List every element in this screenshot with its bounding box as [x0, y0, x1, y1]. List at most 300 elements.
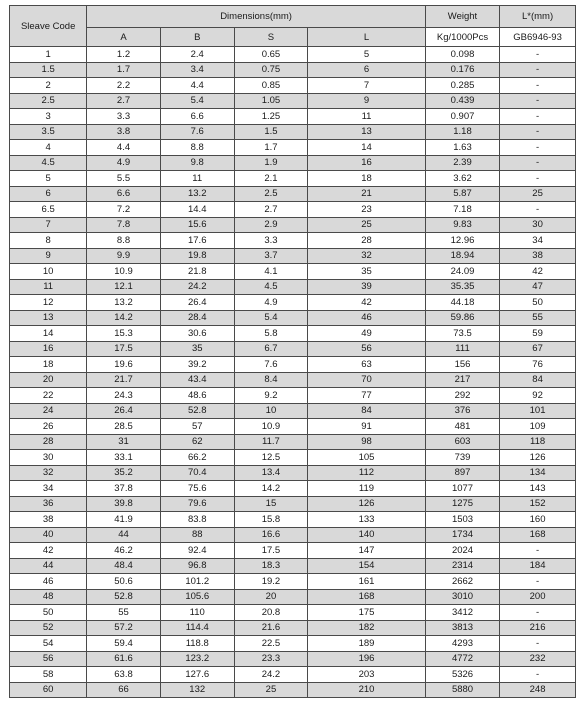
cell-dim-a: 7.8: [87, 217, 160, 233]
cell-dim-l: 32: [308, 248, 426, 264]
cell-weight: 5.87: [425, 186, 499, 202]
cell-dim-s: 20.8: [234, 605, 307, 621]
cell-dim-b: 101.2: [160, 574, 234, 590]
cell-dim-l: 105: [308, 450, 426, 466]
cell-l-mm: 92: [500, 388, 576, 404]
cell-dim-l: 16: [308, 155, 426, 171]
header-weight: Weight: [425, 6, 499, 28]
cell-dim-b: 43.4: [160, 372, 234, 388]
cell-weight: 0.176: [425, 62, 499, 78]
header-sleave-code: Sleave Code: [10, 6, 87, 47]
cell-l-mm: -: [500, 109, 576, 125]
cell-dim-a: 46.2: [87, 543, 160, 559]
cell-dim-l: 140: [308, 527, 426, 543]
cell-l-mm: 160: [500, 512, 576, 528]
cell-l-mm: 55: [500, 310, 576, 326]
header-col-b: B: [160, 28, 234, 47]
cell-dim-s: 15: [234, 496, 307, 512]
cell-l-mm: 168: [500, 527, 576, 543]
cell-sleave-code: 36: [10, 496, 87, 512]
cell-dim-l: 56: [308, 341, 426, 357]
cell-dim-s: 13.4: [234, 465, 307, 481]
cell-dim-l: 175: [308, 605, 426, 621]
cell-sleave-code: 6.5: [10, 202, 87, 218]
cell-dim-s: 22.5: [234, 636, 307, 652]
cell-dim-a: 63.8: [87, 667, 160, 683]
cell-dim-b: 123.2: [160, 651, 234, 667]
table-row: [10, 620, 576, 636]
cell-weight: 3813: [425, 620, 499, 636]
cell-sleave-code: 2: [10, 78, 87, 94]
cell-dim-s: 3.3: [234, 233, 307, 249]
cell-weight: 292: [425, 388, 499, 404]
cell-dim-a: 17.5: [87, 341, 160, 357]
table-row: [10, 419, 576, 435]
cell-dim-l: 147: [308, 543, 426, 559]
cell-weight: 1077: [425, 481, 499, 497]
cell-sleave-code: 13: [10, 310, 87, 326]
cell-sleave-code: 26: [10, 419, 87, 435]
cell-dim-b: 30.6: [160, 326, 234, 342]
cell-l-mm: 50: [500, 295, 576, 311]
cell-dim-l: 25: [308, 217, 426, 233]
table-row: [10, 543, 576, 559]
cell-dim-a: 52.8: [87, 589, 160, 605]
cell-dim-s: 2.1: [234, 171, 307, 187]
cell-weight: 2.39: [425, 155, 499, 171]
cell-sleave-code: 54: [10, 636, 87, 652]
cell-dim-a: 28.5: [87, 419, 160, 435]
cell-weight: 18.94: [425, 248, 499, 264]
cell-weight: 73.5: [425, 326, 499, 342]
header-col-a: A: [87, 28, 160, 47]
table-row: [10, 574, 576, 590]
cell-weight: 3010: [425, 589, 499, 605]
cell-dim-a: 66: [87, 682, 160, 698]
cell-dim-b: 75.6: [160, 481, 234, 497]
cell-sleave-code: 11: [10, 279, 87, 295]
cell-l-mm: -: [500, 605, 576, 621]
cell-sleave-code: 32: [10, 465, 87, 481]
cell-weight: 12.96: [425, 233, 499, 249]
table-row: [10, 171, 576, 187]
cell-dim-b: 52.8: [160, 403, 234, 419]
cell-dim-l: 161: [308, 574, 426, 590]
cell-dim-a: 24.3: [87, 388, 160, 404]
cell-dim-s: 18.3: [234, 558, 307, 574]
cell-weight: 2314: [425, 558, 499, 574]
cell-l-mm: 232: [500, 651, 576, 667]
cell-dim-s: 4.9: [234, 295, 307, 311]
cell-dim-s: 24.2: [234, 667, 307, 683]
cell-dim-s: 23.3: [234, 651, 307, 667]
cell-dim-s: 19.2: [234, 574, 307, 590]
table-row: [10, 326, 576, 342]
cell-weight: 481: [425, 419, 499, 435]
cell-dim-l: 6: [308, 62, 426, 78]
cell-weight: 9.83: [425, 217, 499, 233]
cell-dim-s: 16.6: [234, 527, 307, 543]
cell-weight: 35.35: [425, 279, 499, 295]
cell-dim-s: 1.05: [234, 93, 307, 109]
cell-weight: 0.285: [425, 78, 499, 94]
header-dimensions: Dimensions(mm): [87, 6, 426, 28]
cell-dim-b: 11: [160, 171, 234, 187]
cell-dim-a: 2.7: [87, 93, 160, 109]
cell-dim-a: 50.6: [87, 574, 160, 590]
table-row: [10, 295, 576, 311]
cell-weight: 7.18: [425, 202, 499, 218]
cell-dim-s: 0.85: [234, 78, 307, 94]
cell-dim-b: 26.4: [160, 295, 234, 311]
cell-dim-b: 17.6: [160, 233, 234, 249]
cell-l-mm: -: [500, 93, 576, 109]
cell-dim-s: 4.5: [234, 279, 307, 295]
table-row: [10, 186, 576, 202]
cell-weight: 156: [425, 357, 499, 373]
cell-dim-l: 21: [308, 186, 426, 202]
cell-weight: 59.86: [425, 310, 499, 326]
cell-l-mm: -: [500, 543, 576, 559]
cell-dim-l: 35: [308, 264, 426, 280]
cell-sleave-code: 56: [10, 651, 87, 667]
cell-l-mm: 109: [500, 419, 576, 435]
cell-dim-l: 182: [308, 620, 426, 636]
cell-dim-s: 5.8: [234, 326, 307, 342]
table-row: [10, 527, 576, 543]
cell-dim-l: 189: [308, 636, 426, 652]
cell-dim-a: 61.6: [87, 651, 160, 667]
cell-dim-a: 7.2: [87, 202, 160, 218]
cell-sleave-code: 22: [10, 388, 87, 404]
cell-l-mm: -: [500, 47, 576, 63]
cell-dim-l: 11: [308, 109, 426, 125]
cell-dim-b: 15.6: [160, 217, 234, 233]
table-body: [10, 47, 576, 698]
cell-dim-l: 203: [308, 667, 426, 683]
cell-dim-l: 9: [308, 93, 426, 109]
cell-dim-s: 1.25: [234, 109, 307, 125]
cell-dim-s: 2.9: [234, 217, 307, 233]
cell-dim-b: 48.6: [160, 388, 234, 404]
table-row: [10, 682, 576, 698]
cell-weight: 0.098: [425, 47, 499, 63]
cell-dim-b: 21.8: [160, 264, 234, 280]
cell-sleave-code: 40: [10, 527, 87, 543]
cell-weight: 1734: [425, 527, 499, 543]
cell-sleave-code: 34: [10, 481, 87, 497]
cell-dim-b: 83.8: [160, 512, 234, 528]
cell-dim-a: 8.8: [87, 233, 160, 249]
cell-sleave-code: 4.5: [10, 155, 87, 171]
cell-dim-s: 4.1: [234, 264, 307, 280]
cell-sleave-code: 12: [10, 295, 87, 311]
cell-dim-a: 12.1: [87, 279, 160, 295]
cell-dim-b: 105.6: [160, 589, 234, 605]
cell-l-mm: -: [500, 574, 576, 590]
cell-l-mm: 152: [500, 496, 576, 512]
sleeve-dimensions-table: [9, 5, 576, 698]
cell-sleave-code: 38: [10, 512, 87, 528]
cell-l-mm: 38: [500, 248, 576, 264]
table-row: [10, 124, 576, 140]
cell-dim-b: 92.4: [160, 543, 234, 559]
cell-sleave-code: 18: [10, 357, 87, 373]
table-row: [10, 450, 576, 466]
cell-dim-a: 39.8: [87, 496, 160, 512]
cell-dim-a: 2.2: [87, 78, 160, 94]
cell-dim-s: 6.7: [234, 341, 307, 357]
cell-l-mm: 42: [500, 264, 576, 280]
cell-weight: 376: [425, 403, 499, 419]
cell-weight: 0.439: [425, 93, 499, 109]
cell-dim-b: 13.2: [160, 186, 234, 202]
cell-l-mm: 59: [500, 326, 576, 342]
cell-dim-b: 70.4: [160, 465, 234, 481]
cell-dim-l: 13: [308, 124, 426, 140]
table-row: [10, 403, 576, 419]
table-row: [10, 636, 576, 652]
cell-weight: 739: [425, 450, 499, 466]
cell-sleave-code: 24: [10, 403, 87, 419]
cell-sleave-code: 42: [10, 543, 87, 559]
cell-dim-l: 196: [308, 651, 426, 667]
cell-dim-s: 9.2: [234, 388, 307, 404]
cell-dim-l: 63: [308, 357, 426, 373]
cell-l-mm: -: [500, 667, 576, 683]
table-row: [10, 62, 576, 78]
cell-l-mm: -: [500, 140, 576, 156]
cell-dim-s: 2.7: [234, 202, 307, 218]
cell-weight: 44.18: [425, 295, 499, 311]
cell-dim-a: 59.4: [87, 636, 160, 652]
cell-dim-a: 4.9: [87, 155, 160, 171]
cell-l-mm: 248: [500, 682, 576, 698]
cell-dim-b: 62: [160, 434, 234, 450]
cell-sleave-code: 14: [10, 326, 87, 342]
cell-dim-a: 1.2: [87, 47, 160, 63]
cell-weight: 2662: [425, 574, 499, 590]
cell-dim-l: 5: [308, 47, 426, 63]
cell-dim-s: 14.2: [234, 481, 307, 497]
cell-dim-b: 4.4: [160, 78, 234, 94]
table-row: [10, 589, 576, 605]
cell-dim-a: 37.8: [87, 481, 160, 497]
table-row: [10, 512, 576, 528]
cell-dim-l: 77: [308, 388, 426, 404]
cell-dim-b: 79.6: [160, 496, 234, 512]
cell-dim-b: 7.6: [160, 124, 234, 140]
cell-l-mm: -: [500, 155, 576, 171]
cell-dim-s: 15.8: [234, 512, 307, 528]
cell-sleave-code: 10: [10, 264, 87, 280]
cell-weight: 4772: [425, 651, 499, 667]
cell-sleave-code: 30: [10, 450, 87, 466]
cell-l-mm: -: [500, 202, 576, 218]
cell-weight: 1503: [425, 512, 499, 528]
cell-dim-l: 84: [308, 403, 426, 419]
cell-weight: 5326: [425, 667, 499, 683]
cell-l-mm: 216: [500, 620, 576, 636]
cell-sleave-code: 58: [10, 667, 87, 683]
cell-dim-b: 118.8: [160, 636, 234, 652]
table-row: [10, 93, 576, 109]
cell-dim-a: 55: [87, 605, 160, 621]
cell-dim-l: 42: [308, 295, 426, 311]
cell-dim-b: 132: [160, 682, 234, 698]
table-row: [10, 357, 576, 373]
table-row: [10, 558, 576, 574]
table-row: [10, 279, 576, 295]
cell-sleave-code: 3: [10, 109, 87, 125]
table-row: [10, 481, 576, 497]
table-row: [10, 233, 576, 249]
cell-dim-l: 18: [308, 171, 426, 187]
cell-dim-s: 1.5: [234, 124, 307, 140]
cell-dim-a: 33.1: [87, 450, 160, 466]
cell-dim-s: 8.4: [234, 372, 307, 388]
header-standard: GB6946-93: [500, 28, 576, 47]
table-row: [10, 217, 576, 233]
cell-sleave-code: 1: [10, 47, 87, 63]
cell-dim-l: 46: [308, 310, 426, 326]
cell-l-mm: 101: [500, 403, 576, 419]
cell-dim-b: 9.8: [160, 155, 234, 171]
cell-dim-l: 49: [308, 326, 426, 342]
cell-dim-b: 24.2: [160, 279, 234, 295]
cell-dim-b: 35: [160, 341, 234, 357]
cell-dim-a: 26.4: [87, 403, 160, 419]
cell-l-mm: 200: [500, 589, 576, 605]
cell-l-mm: 126: [500, 450, 576, 466]
cell-dim-s: 12.5: [234, 450, 307, 466]
cell-dim-b: 8.8: [160, 140, 234, 156]
cell-dim-l: 210: [308, 682, 426, 698]
cell-dim-b: 57: [160, 419, 234, 435]
cell-dim-b: 39.2: [160, 357, 234, 373]
cell-dim-l: 168: [308, 589, 426, 605]
cell-dim-s: 0.65: [234, 47, 307, 63]
cell-dim-a: 48.4: [87, 558, 160, 574]
cell-l-mm: 84: [500, 372, 576, 388]
cell-dim-l: 154: [308, 558, 426, 574]
cell-dim-a: 19.6: [87, 357, 160, 373]
cell-dim-s: 20: [234, 589, 307, 605]
cell-sleave-code: 4: [10, 140, 87, 156]
cell-dim-b: 114.4: [160, 620, 234, 636]
table-row: [10, 667, 576, 683]
cell-l-mm: -: [500, 78, 576, 94]
cell-weight: 3412: [425, 605, 499, 621]
table-row: [10, 202, 576, 218]
cell-sleave-code: 46: [10, 574, 87, 590]
header-col-s: S: [234, 28, 307, 47]
cell-sleave-code: 50: [10, 605, 87, 621]
cell-dim-s: 17.5: [234, 543, 307, 559]
cell-weight: 0.907: [425, 109, 499, 125]
cell-dim-s: 21.6: [234, 620, 307, 636]
cell-sleave-code: 5: [10, 171, 87, 187]
cell-dim-a: 44: [87, 527, 160, 543]
cell-dim-a: 5.5: [87, 171, 160, 187]
cell-sleave-code: 1.5: [10, 62, 87, 78]
cell-l-mm: 34: [500, 233, 576, 249]
table-row: [10, 310, 576, 326]
table-row: [10, 434, 576, 450]
cell-dim-b: 14.4: [160, 202, 234, 218]
cell-dim-a: 13.2: [87, 295, 160, 311]
cell-dim-s: 3.7: [234, 248, 307, 264]
cell-weight: 603: [425, 434, 499, 450]
cell-l-mm: 184: [500, 558, 576, 574]
cell-dim-s: 10: [234, 403, 307, 419]
cell-dim-s: 5.4: [234, 310, 307, 326]
cell-sleave-code: 52: [10, 620, 87, 636]
cell-l-mm: 134: [500, 465, 576, 481]
cell-dim-a: 41.9: [87, 512, 160, 528]
cell-l-mm: 118: [500, 434, 576, 450]
cell-weight: 111: [425, 341, 499, 357]
table-row: [10, 155, 576, 171]
cell-sleave-code: 9: [10, 248, 87, 264]
cell-dim-a: 4.4: [87, 140, 160, 156]
table-row: [10, 651, 576, 667]
cell-dim-s: 11.7: [234, 434, 307, 450]
cell-dim-a: 14.2: [87, 310, 160, 326]
cell-dim-s: 0.75: [234, 62, 307, 78]
table-row: [10, 465, 576, 481]
header-weight-unit: Kg/1000Pcs: [425, 28, 499, 47]
cell-dim-b: 110: [160, 605, 234, 621]
cell-dim-a: 9.9: [87, 248, 160, 264]
table-row: [10, 78, 576, 94]
cell-weight: 24.09: [425, 264, 499, 280]
cell-sleave-code: 3.5: [10, 124, 87, 140]
cell-dim-l: 91: [308, 419, 426, 435]
cell-sleave-code: 6: [10, 186, 87, 202]
cell-dim-s: 10.9: [234, 419, 307, 435]
cell-l-mm: -: [500, 171, 576, 187]
cell-sleave-code: 7: [10, 217, 87, 233]
cell-l-mm: 47: [500, 279, 576, 295]
cell-weight: 4293: [425, 636, 499, 652]
cell-dim-a: 21.7: [87, 372, 160, 388]
cell-dim-l: 133: [308, 512, 426, 528]
table-row: [10, 388, 576, 404]
cell-dim-s: 1.7: [234, 140, 307, 156]
table-row: [10, 605, 576, 621]
cell-dim-l: 112: [308, 465, 426, 481]
cell-dim-b: 28.4: [160, 310, 234, 326]
header-col-l: L: [308, 28, 426, 47]
table-row: [10, 248, 576, 264]
cell-dim-l: 119: [308, 481, 426, 497]
cell-dim-a: 35.2: [87, 465, 160, 481]
cell-l-mm: 30: [500, 217, 576, 233]
cell-dim-l: 14: [308, 140, 426, 156]
cell-weight: 1275: [425, 496, 499, 512]
cell-dim-s: 1.9: [234, 155, 307, 171]
cell-weight: 3.62: [425, 171, 499, 187]
cell-dim-b: 88: [160, 527, 234, 543]
cell-dim-b: 3.4: [160, 62, 234, 78]
cell-dim-s: 25: [234, 682, 307, 698]
cell-sleave-code: 8: [10, 233, 87, 249]
cell-dim-s: 7.6: [234, 357, 307, 373]
cell-weight: 2024: [425, 543, 499, 559]
table-row: [10, 109, 576, 125]
cell-dim-a: 15.3: [87, 326, 160, 342]
